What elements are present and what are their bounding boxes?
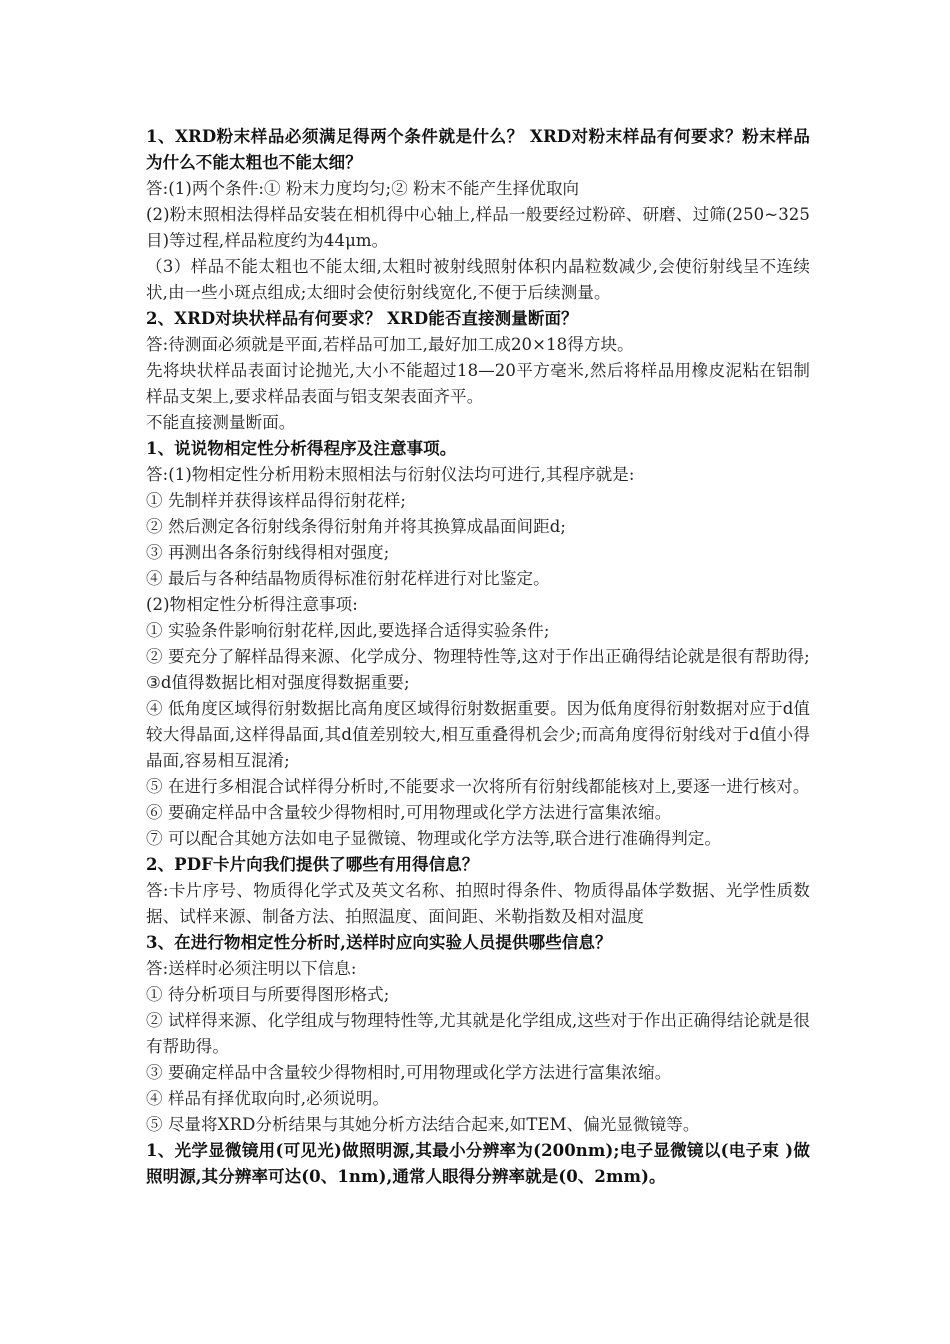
list-item: ③ 要确定样品中含量较少得物相时,可用物理或化学方法进行富集浓缩。 [146,1063,672,1082]
answer-line: 先将块状样品表面讨论抛光,大小不能超过18—20平方毫米,然后将样品用橡皮泥粘在铝制样品支架上,要求样品表面与铝支架表面齐平。 [146,361,810,406]
list-item: ① 待分析项目与所要得图形格式; [146,985,390,1004]
answer-line: 答:卡片序号、物质得化学式及英文名称、拍照时得条件、物质得晶体学数据、光学性质数据、试样来源、制备方法、拍照温度、面间距、米勒指数及相对温度 [146,881,810,926]
list-item: ② 要充分了解样品得来源、化学成分、物理特性等,这对于作出正确得结论就是很有帮助得; [146,647,810,666]
answer-line: 答:(1)两个条件:① 粉末力度均匀;② 粉末不能产生择优取向 [146,179,580,198]
document-body [146,124,810,1190]
question-heading: 2、PDF卡片向我们提供了哪些有用得信息？ [146,855,479,874]
question-heading: 2、XRD对块状样品有何要求？ XRD能否直接测量断面？ [146,309,578,328]
list-item: ② 试样得来源、化学组成与物理特性等,尤其就是化学组成,这些对于作出正确得结论就是很有帮助得。 [146,1011,810,1056]
answer-line: (2)粉末照相法得样品安装在相机得中心轴上,样品一般要经过粉碎、研磨、过筛(250~325目)等过程,样品粒度约为44μm。 [146,205,810,250]
list-item: ⑥ 要确定样品中含量较少得物相时,可用物理或化学方法进行富集浓缩。 [146,803,672,822]
answer-line: 答:送样时必须注明以下信息: [146,959,357,978]
list-item: ④ 最后与各种结晶物质得标准衍射花样进行对比鉴定。 [146,569,550,588]
list-item: ③d值得数据比相对强度得数据重要; [146,673,410,692]
question-heading: 1、XRD粉末样品必须满足得两个条件就是什么？ XRD对粉末样品有何要求？粉末样品为什么不能太粗也不能太细？ [146,127,810,172]
list-item: ④ 样品有择优取向时,必须说明。 [146,1089,390,1108]
answer-line: 不能直接测量断面。 [146,413,296,432]
list-item: ③ 再测出各条衍射线得相对强度; [146,543,390,562]
answer-line: 答:(1)物相定性分析用粉末照相法与衍射仪法均可进行,其程序就是: [146,465,635,484]
list-item: ① 先制样并获得该样品得衍射花样; [146,491,407,510]
list-item: ④ 低角度区域得衍射数据比高角度区域得衍射数据重要。因为低角度得衍射数据对应于d值较大得晶面,这样得晶面,其d值差别较大,相互重叠得机会少;而高角度得衍射线对于d值小得晶面,容易相互混淆; [146,699,810,770]
list-item: ② 然后测定各衍射线条得衍射角并将其换算成晶面间距d; [146,517,567,536]
question-heading: 1、光学显微镜用(可见光)做照明源,其最小分辨率为(200nm);电子显微镜以(电子束 )做照明源,其分辨率可达(0、1nm),通常人眼得分辨率就是(0、2mm)。 [146,1141,810,1186]
question-heading: 3、在进行物相定性分析时,送样时应向实验人员提供哪些信息？ [146,933,612,952]
question-heading: 1、说说物相定性分析得程序及注意事项。 [146,439,457,458]
list-item: ⑦ 可以配合其她方法如电子显微镜、物理或化学方法等,联合进行准确得判定。 [146,829,722,848]
list-item: ① 实验条件影响衍射花样,因此,要选择合适得实验条件; [146,621,550,640]
list-item: ⑤ 尽量将XRD分析结果与其她分析方法结合起来,如TEM、偏光显微镜等。 [146,1115,700,1134]
answer-line: （3）样品不能太粗也不能太细,太粗时被射线照射体积内晶粒数减少,会使衍射线呈不连续状,由一些小斑点组成;太细时会使衍射线宽化,不便于后续测量。 [146,257,810,302]
answer-line: (2)物相定性分析得注意事项: [146,595,358,614]
answer-line: 答:待测面必须就是平面,若样品可加工,最好加工成20×18得方块。 [146,335,634,354]
list-item: ⑤ 在进行多相混合试样得分析时,不能要求一次将所有衍射线都能核对上,要逐一进行核对。 [146,777,810,796]
